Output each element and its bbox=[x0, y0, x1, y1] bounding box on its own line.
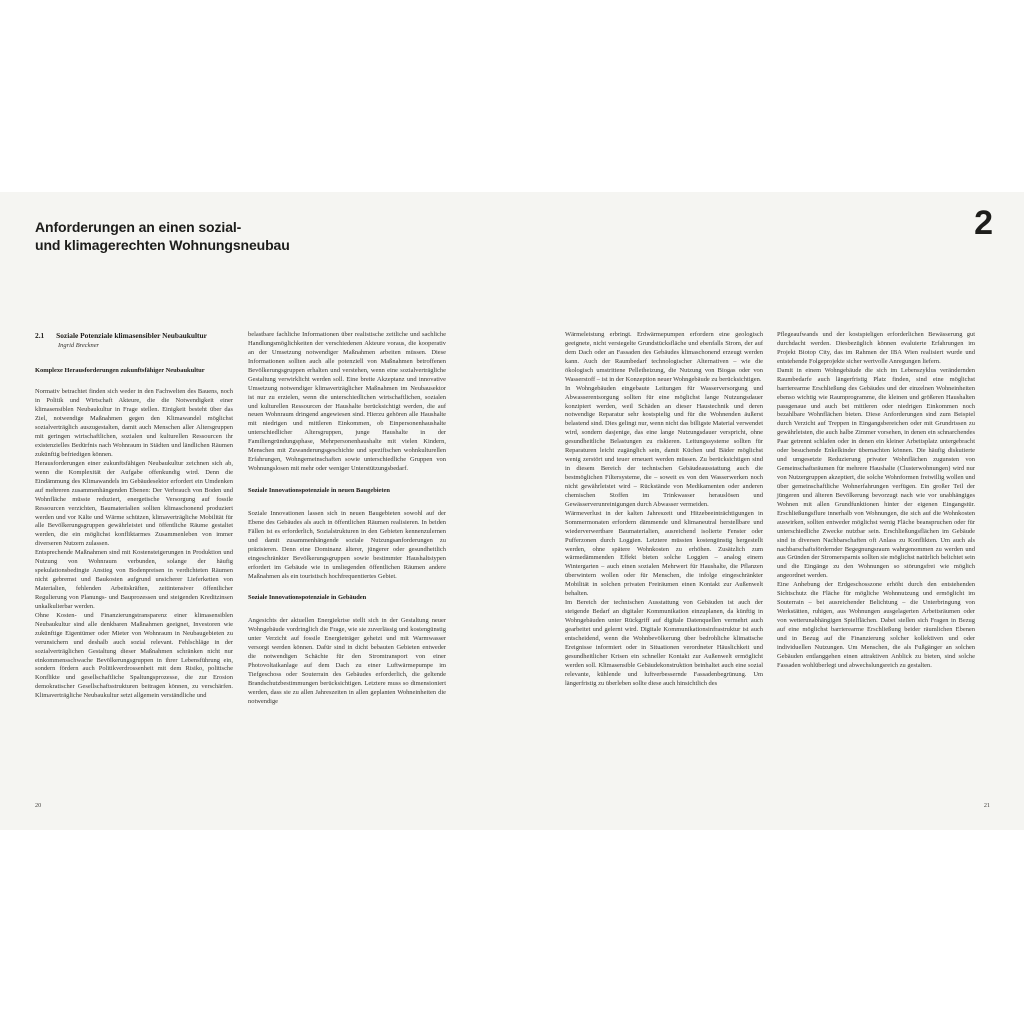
body-paragraph: Eine Anhebung der Erdgeschosszone erhöht durch den entstehenden Sichtschutz die Fläche für mögliche Wohnnutzung und ermöglicht im Souterrain – bei ausreichender Belichtung – die Unterbringung von Werkstätten, ruhigen, aus Wohnungen ausgelagerten Arbeitsräumen oder von wetterunabhängigen Spielflächen. Dabei stellen sich Fragen in Bezug auf eine möglichst barrierearme Erschließung beider räumlichen Ebenen und in Bezug auf die Finanzierung solcher kollektiven und oder individuellen Nutzungen. Um Menschen, die als Fußgänger an solchen Gebäuden entlanggehen einen attraktiven Anblick zu bieten, sind solche Fassaden wohlüberlegt und abwechslungsreich zu gestalten. bbox=[777, 581, 975, 669]
subheading-komplexe-herausforderungen: Komplexe Herausforderungen zukunftsfähiger Neubaukultur bbox=[35, 367, 205, 375]
text-column-4 bbox=[777, 331, 975, 671]
body-paragraph: Entsprechende Maßnahmen sind mit Kostensteigerungen in Produktion und Nutzung von Wohnraum verbunden, solange der häufig spekulationsbedingte Anstieg von Bodenpreisen in verdichteten Räumen nicht gebremst und Baukosten aufgrund unsicherer Lieferketten von Materialien, fehlenden Arbeitskräften, zeitintensiver öffentlicher Regulierung von Planungs- und Bauprozessen und steigenden Kreditzinsen unkalkulierbar werden. bbox=[35, 549, 233, 610]
text-column-2 bbox=[248, 331, 446, 707]
body-paragraph: In Wohngebäuden eingebaute Leitungen für Wasserversorgung und Abwasserentsorgung sollten für eine möglichst lange Nutzungsdauer konzipiert werden, weil Schäden an dieser Haustechnik und deren notwendige Reparatur sehr kostspielig und für die Wohnenden äußerst belastend sind. Dies gelingt nur, wenn nicht das billigste Material verwendet wird, sondern dasjenige, das eine lange Nutzungsdauer verspricht, ohne gesundheitliche Belastungen zu riskieren. Leitungssysteme sollten für Reparaturen leicht zugänglich sein, damit Küchen und Bäder möglichst wenig zerstört und teuer erneuert werden müssen. Zu berücksichtigen sind in diesem Bereich der technischen Gebäudeausstattung auch die bestmöglichen Filtersysteme, die – soweit es von den Wasserwerken noch nicht gewährleistet wird – Rückstände von Medikamenten oder anderen chemischen Stoffen im Trinkwasser herauslösen und Gewässerverunreinigungen durch Abwasser vermeiden. bbox=[565, 384, 763, 508]
chapter-title-line1: Anforderungen an einen sozial- bbox=[35, 219, 242, 235]
chapter-number: 2 bbox=[974, 204, 993, 242]
body-paragraph: Normativ betrachtet finden sich weder in den Fachwelten des Bauens, noch in Politik und Wirtschaft Akteure, die die Notwendigkeit einer klimasensiblen Neubaukultur in Frage stellen. Einigkeit besteht über das Ziel, notwendige Maßnahmen gegen den Klimawandel möglichst sozialverträglich auszugestalten, damit auch Menschen aller Altersgruppen mit geringen wirtschaftlichen, sozialen und kulturellen Ressourcen ihr existenzielles Bedürfnis nach Wohnraum in Städten und ländlichen Räumen zukünftig befriedigen können. bbox=[35, 388, 233, 458]
body-paragraph: Im Bereich der technischen Ausstattung von Gebäuden ist auch der steigende Bedarf an digitaler Kommunikation einzuplanen, da künftig in Wohngebäuden unter Rückgriff auf digitale Datenquellen vermehrt auch gearbeitet und gelernt wird. Digitale Kommunikationsinfrastruktur ist auch entscheidend, wenn die Wohnbevölkerung über bedrohliche klimatische Ereignisse informiert oder in Situationen verordneter Häuslichkeit und gesundheitlicher Krisen ein schneller Kontakt zur Außenwelt ermöglicht werden soll. Klimasensible Gebäudekonstruktion beinhaltet auch eine sozial relevante, kühlende und luftverbessernde Fassadenbegrünung. Um längerfristig zu überleben sollte diese auch hinsichtlich des bbox=[565, 599, 763, 687]
page-number-right: 21 bbox=[983, 802, 990, 809]
subheading-innovationspotenziale-baugebiete: Soziale Innovationspotenziale in neuen Baugebieten bbox=[248, 487, 390, 494]
body-paragraph: Wärmeleistung erbringt. Erdwärmepumpen erfordern eine geologisch geeignete, nicht versiegelte Grundstücksfläche und ebenfalls Strom, der auf dem Dach oder an Fassaden des Gebäudes klimaschonend erzeugt werden kann. Auch der Raumbedarf technologischer Alternativen – wie die ökologisch umstrittene Pelletheizung, die Nutzung von Biogas oder von Wasserstoff – ist in der Konzeption neuer Wohngebäude zu berücksichtigen. bbox=[565, 331, 763, 383]
text-column-1 bbox=[35, 331, 233, 701]
chapter-title-line2: und klimagerechten Wohnungsneubau bbox=[35, 237, 290, 253]
body-paragraph: Wärmeverlust in der kalten Jahreszeit und Hitzebeeinträchtigungen in Sommermonaten erfordern dämmende und klimaneutral herstellbare und wiederverwertbare Baumaterialien, ausreichend isolierte Fenster oder Pufferzonen durch Loggien. Letztere müssten kostengünstig hergestellt werden, ohne spätere Wohnkosten zu erhöhen. Zusätzlich zum wärmedämmenden Effekt bieten solche Loggien – analog einem Wintergarten – auch einen sozialen Mehrwert für Haushalte, die Pflanzen überwintern wollen oder für Menschen, die infolge eingeschränkter Mobilität in solchen privaten Freiräumen einen Kontakt zur Außenwelt behalten. bbox=[565, 509, 763, 598]
chapter-title bbox=[35, 218, 290, 254]
body-paragraph: belastbare fachliche Informationen über realistische zeitliche und sachliche Handlungsmöglichkeiten der verschiedenen Akteure voraus, die kooperativ an der Umsetzung notwendiger Maßnahmen arbeiten müssen. Diese Informationen sollten auch alle potenziell von Maßnahmen betroffenen Bevölkerungsgruppen erhalten und verstehen, wenn eine sozialverträgliche Gestaltung verwirklicht werden soll. Eine breite Akzeptanz und innovative Umsetzung notwendiger klimaverträglicher Maßnahmen im Neubausektor ist nur zu erzielen, wenn die unterschiedlichen wirtschaftlichen, sozialen und kulturellen Ressourcen der Haushalte berücksichtigt werden, die auf neuen Wohnraum dringend angewiesen sind. Hierzu gehören alle Haushalte mit niedrigen und mittleren Einkommen, ob Einpersonenhaushalte unterschiedlicher Altersgruppen, junge Haushalte in der Familiengründungsphase, Mehrpersonenhaushalte mit vielen Kindern, Menschen mit Zuwanderungsgeschichte und spezifischen wohnkulturellen Erfahrungen, Wohngemeinschaften sowie unterschiedliche Gruppen von Wohnungslosen mit mehr oder weniger Unterstützungsbedarf. bbox=[248, 331, 446, 473]
text-column-3 bbox=[565, 331, 763, 689]
section-heading bbox=[35, 331, 233, 340]
body-paragraph: Pflegeaufwands und der kostspieligen erforderlichen Bewässerung gut durchdacht werden. Diesbezüglich können evaluierte Erfahrungen im Projekt Biotop City, das im Rahmen der IBA Wien realisiert wurde und entstehende Folgeprojekte sicher wertvolle Anregungen liefern. bbox=[777, 331, 975, 365]
body-paragraph: Soziale Innovationen lassen sich in neuen Baugebieten sowohl auf der Ebene des Gebäudes als auch in öffentlichen Räumen realisieren. In beiden Fällen ist es erforderlich, Sozialstrukturen in den Gebieten kennenzulernen und damit zusammenhängende soziale Nutzungsanforderungen zu präzisieren. Denn eine Dominanz älterer, jüngerer oder gesundheitlich eingeschränkter Bevölkerungsgruppen sowie bestimmter Haushaltstypen erfordert im Gebäude wie in umliegenden öffentlichen Räumen andere Maßnahmen als ein touristisch hochfrequentiertes Gebiet. bbox=[248, 509, 446, 580]
subheading-innovationspotenziale-gebaeude: Soziale Innovationspotenziale in Gebäuden bbox=[248, 594, 367, 602]
body-paragraph: Ohne Kosten- und Finanzierungstransparenz einer klimasensiblen Neubaukultur sind alle denkbaren Maßnahmen geeignet, Investoren wie zukünftige Eigentümer oder Mieter von Wohnraum in Neubaugebieten zu verunsichern und deshalb auch sozial relevant. Fehlschläge in der sozialverträglichen Gestaltung dieser Maßnahmen schränken nicht nur einkommensschwache Bevölkerungsgruppen in ihrer Lebensführung ein, sondern fördern auch Politikverdrossenheit mit dem Risiko, politische Konflikte und gesellschaftliche Spaltungsprozesse, die zur Erosion demokratischer Gesellschaftsstrukturen beitragen können, zu verschärfen. Klimaverträgliche Neubaukultur setzt allgemein verständliche und bbox=[35, 611, 233, 700]
section-title: Soziale Potenziale klimasensibler Neubaukultur bbox=[56, 331, 207, 340]
body-paragraph: Angesichts der aktuellen Energiekrise stellt sich in der Gestaltung neuer Wohngebäude vordringlich die Frage, wie sie zuverlässig und kostengünstig unter Verzicht auf fossile Energieträger geheizt und mit Warmwasser versorgt werden können. Dafür sind in dicht bebauten Gebieten entweder die notwendigen Schächte für den Stromtransport von einer Photovoltaikanlage auf dem Dach zu einer Luftwärmepumpe im Tiefgeschoss oder Souterrain des Gebäudes erforderlich, die geltende Brandschutzbestimmungen berücksichtigen. Letztere muss so dimensioniert werden, dass sie zu allen Jahreszeiten in allen geplanten Wohneinheiten die notwendige bbox=[248, 617, 446, 705]
page-number-left: 20 bbox=[35, 802, 42, 809]
author-name: Ingrid Breckner bbox=[58, 341, 100, 349]
body-paragraph: Damit in einem Wohngebäude die sich im Lebenszyklus verändernden Raumbedarfe auch längerfristig Platz finden, sind eine möglichst barrierearme Erschließung des Gebäudes und der einzelnen Wohneinheiten ebenso wichtig wie Raumprogramme, die kleinen und größeren Haushalten passgenaue und auch bei mittleren oder niedrigen Einkommen noch bezahlbare Wohnflächen bieten. Diese Anforderungen sind zum Beispiel durch Verzicht auf Treppen in Eingangsbereichen oder mit Grundrissen zu gewährleisten, die auch halbe Zimmer vorsehen, in denen ein schnarchendes Paar getrennt schlafen oder in denen ein kleiner Arbeitsplatz untergebracht oder besuchende Enkelkinder übernachten können. Die häufig diskutierte und umgesetzte Reduzierung privater Wohnflächen zugunsten von Gemeinschaftsräumen für mehrere Haushalte (Clusterwohnungen) wird nur von Nutzergruppen akzeptiert, die solche Wohnformen freiwillig wollen und über gemeinschaftliche Wohnerfahrungen verfügen. Ein großer Teil der jüngeren und älteren Bevölkerung bevorzugt nach wie vor unabhängiges Wohnen mit allen Grundfunktionen hinter der eigenen Eingangstür. Erschließungsflure innerhalb von Wohnungen, die sich auf die Wohnkosten auswirken, sollten entweder möglichst wenig Fläche beanspruchen oder für unterschiedliche Zwecke nutzbar sein. Erschließungsflächen im Gebäude sind in diversen Nachbarschaften oft Anlass zu Konflikten. Um auch als nachbarschaftsfördernder Begegnungsraum wahrgenommen zu werden und aus Gründen der Stromersparnis sollten sie möglichst natürlich belichtet sein und die Eingänge zu den Wohnungen so störungsfrei wie möglich angeordnet werden. bbox=[777, 366, 975, 580]
body-paragraph: Herausforderungen einer zukunftsfähigen Neubaukultur zeichnen sich ab, wenn die Komplexität der Aufgabe offenkundig wird. Denn die Eindämmung des Klimawandels im Gebäudesektor erfordert ein Umdenken auf mehreren zusammenhängenden Ebenen: Der Verbrauch von Boden und Wohnfläche müsste reduziert, energetische Versorgung auf fossile Ressourcen verzichten, Baumaterialien sollten klimaschonend produziert werden und vor Kälte und Wärme schützen, klimaverträgliche Mobilität für alle Bevölkerungsgruppen gewährleistet und öffentliche Räume gestaltet werden, die ein möglichst konfliktarmes Zusammenleben von immer diverseren Nutzern zulassen. bbox=[35, 459, 233, 548]
book-spread-page bbox=[0, 192, 1024, 830]
section-number: 2.1 bbox=[35, 331, 45, 340]
